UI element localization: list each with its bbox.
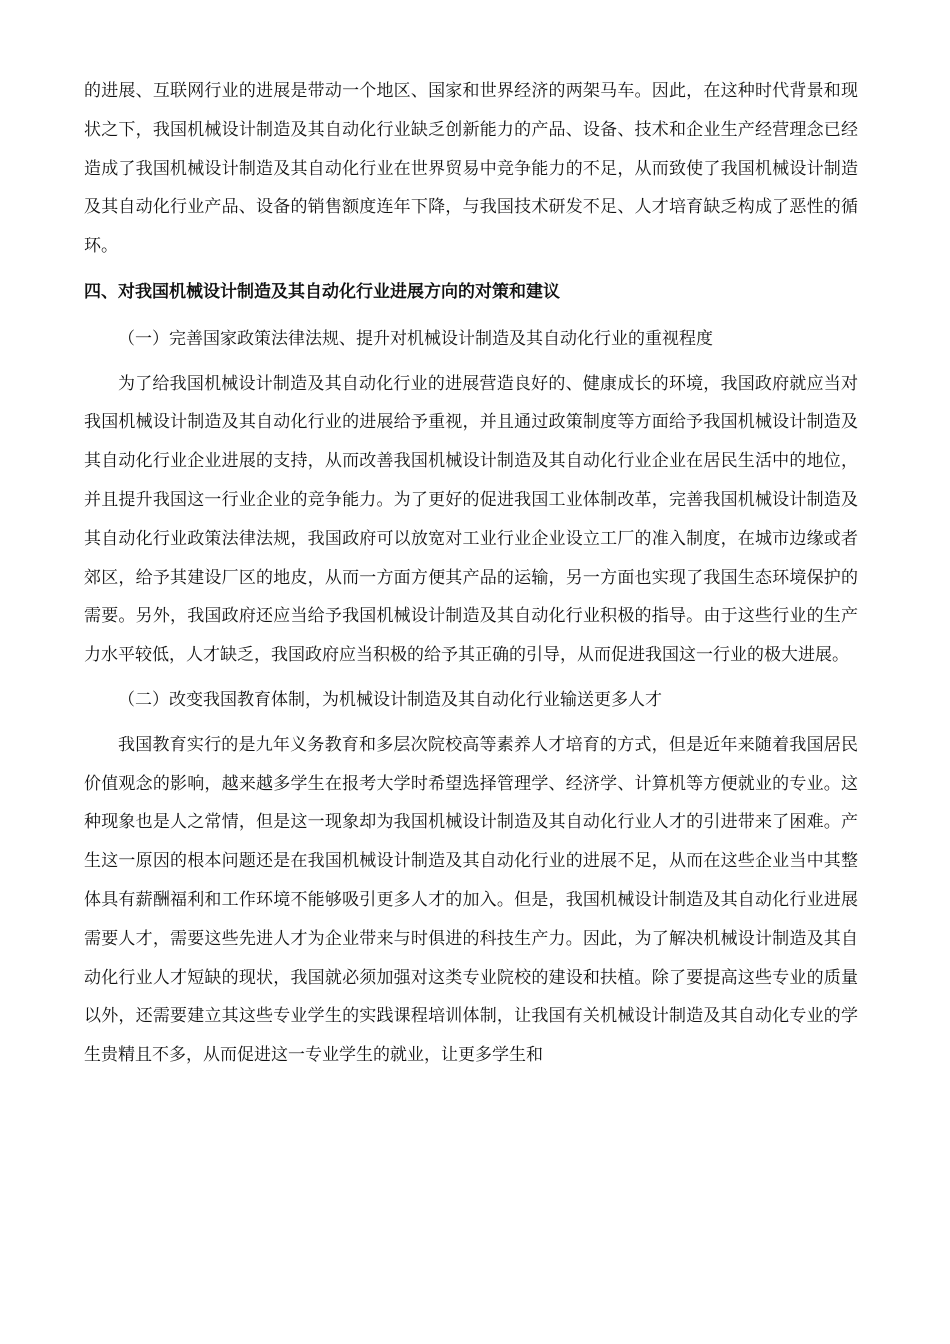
body-paragraph-policy: 为了给我国机械设计制造及其自动化行业的进展营造良好的、健康成长的环境，我国政府就应当对我国机械设计制造及其自动化行业的进展给予重视，并且通过政策制度等方面给予我国机械设计制造及其自动化行业企业进展的支持，从而改善我国机械设计制造及其自动化行业企业在居民生活中的地位，并且提升我国这一行业企业的竞争能力。为了更好的促进我国工业体制改革，完善我国机械设计制造及其自动化行业政策法律法规，我国政府可以放宽对工业行业企业设立工厂的准入制度，在城市边缘或者郊区，给予其建设厂区的地皮，从而一方面方便其产品的运输，另一方面也实现了我国生态环境保护的需要。另外，我国政府还应当给予我国机械设计制造及其自动化行业积极的指导。由于这些行业的生产力水平较低，人才缺乏，我国政府应当积极的给予其正确的引导，从而促进我国这一行业的极大进展。	[84, 373, 858, 666]
section-heading-4: 四、对我国机械设计制造及其自动化行业进展方向的对策和建议	[84, 281, 560, 302]
subsection-heading-2: （二）改变我国教育体制，为机械设计制造及其自动化行业输送更多人才	[118, 689, 662, 710]
subsection-heading-1: （一）完善国家政策法律法规、提升对机械设计制造及其自动化行业的重视程度	[118, 328, 713, 349]
body-paragraph-education: 我国教育实行的是九年义务教育和多层次院校高等素养人才培育的方式，但是近年来随着我国居民价值观念的影响，越来越多学生在报考大学时希望选择管理学、经济学、计算机等方便就业的专业。这种现象也是人之常情，但是这一现象却为我国机械设计制造及其自动化行业人才的引进带来了困难。产生这一原因的根本问题还是在我国机械设计制造及其自动化行业的进展不足，从而在这些企业当中其整体具有薪酬福利和工作环境不能够吸引更多人才的加入。但是，我国机械设计制造及其自动化行业进展需要人才，需要这些先进人才为企业带来与时俱进的科技生产力。因此，为了解决机械设计制造及其自动化行业人才短缺的现状，我国就必须加强对这类专业院校的建设和扶植。除了要提高这些专业的质量以外，还需要建立其这些专业学生的实践课程培训体制，让我国有关机械设计制造及其自动化专业的学生贵精且不多，从而促进这一专业学生的就业，让更多学生和	[84, 734, 858, 1066]
body-paragraph-continued: 的进展、互联网行业的进展是带动一个地区、国家和世界经济的两架马车。因此，在这种时代背景和现状之下，我国机械设计制造及其自动化行业缺乏创新能力的产品、设备、技术和企业生产经营理念已经造成了我国机械设计制造及其自动化行业在世界贸易中竞争能力的不足，从而致使了我国机械设计制造及其自动化行业产品、设备的销售额度连年下降，与我国技术研发不足、人才培育缺乏构成了恶性的循环。	[84, 81, 858, 257]
